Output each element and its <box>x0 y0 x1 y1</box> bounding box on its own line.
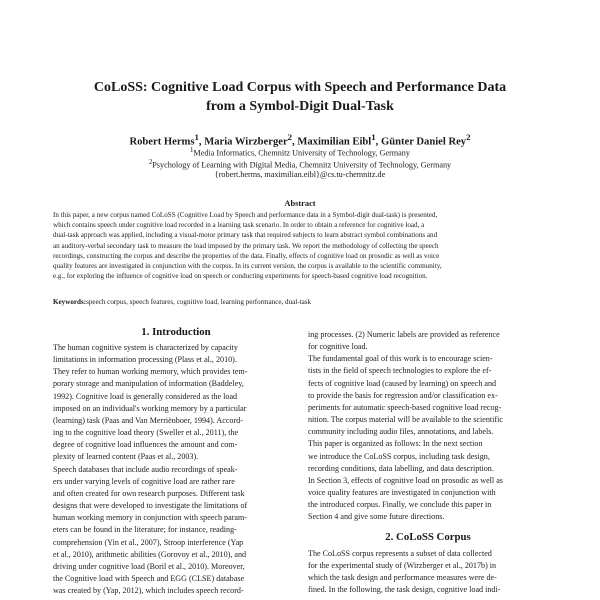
body-text-line: et al., 2010), arithmetic abilities (Gorovoy et al., 2010), and <box>53 549 247 559</box>
abstract-line: an auditory-verbal secondary task to measure the load imposed by the primary task. We report the methodology of collecting the speech <box>53 241 439 250</box>
section-title-coloss-corpus: 2. CoLoSS Corpus <box>385 531 471 543</box>
affiliation-mark: 2 <box>148 159 153 166</box>
body-text-line: voice quality features are investigated in conjunction with <box>308 488 496 498</box>
affiliation-text: Psychology of Learning with Digital Media, Chemnitz University of Technology, Germany <box>152 160 452 170</box>
author-affiliation-mark: 2 <box>287 132 293 142</box>
body-text-line: for the experimental study of (Wirzberger et al., 2017b) in <box>308 561 497 571</box>
body-text-line: to provide the basis for regression and/or classification ex- <box>308 390 498 400</box>
body-text-line: fined. In the following, the task design, cognitive load indi- <box>308 585 501 595</box>
introduction-left-column <box>53 342 299 597</box>
body-text-line: 1992). Cognitive load is generally considered as the load <box>53 391 238 401</box>
body-text-line: plexity of learned content (Paas et al., 2003). <box>53 452 199 462</box>
body-text-line: periments for automatic speech-based cognitive load recog- <box>308 402 502 412</box>
body-text-line: ing processes. (2) Numeric labels are provided as reference <box>308 330 500 339</box>
body-text-line: In Section 3, effects of cognitive load on prosodic as well as <box>308 475 503 485</box>
body-text-line: the introduced corpus. Finally, we conclude this paper in <box>308 500 492 510</box>
keywords <box>53 297 547 307</box>
abstract-line: which contains speech under cognitive load recorded in a learning task scenario. In order to obtain a reference for cognitive load, a <box>53 221 425 230</box>
body-text-line: community including audio files, annotations, and labels. <box>308 427 494 437</box>
body-text-line: Speech databases that include audio recordings of speak- <box>53 464 238 474</box>
author-list: Robert Herms$^1$, Maria Wirzberger$^2$, Maximilian Eibl$^1$, Günter Daniel Rey$^2$ <box>129 132 471 148</box>
body-text-line: tists in the field of speech technologies to explore the ef- <box>308 366 492 376</box>
body-text-line: nition. The corpus material will be available to the scientific <box>308 415 503 425</box>
body-text-line: The human cognitive system is characterized by capacity <box>53 343 238 352</box>
body-text-line: driving under cognitive load (Boril et al., 2010). Moreover, <box>53 561 245 571</box>
introduction-right-column <box>308 329 548 524</box>
abstract-line: e.g., for exploring the influence of cognitive load on speech or conducting experiments for speech-based cognitive load recognition. <box>53 272 428 281</box>
body-text-line: porary storage and manipulation of information (Baddeley, <box>53 379 244 389</box>
body-text-line: human working memory in conjunction with speech param- <box>53 513 247 523</box>
body-text-line: (learning) task (Paas and Van Merriënboer, 1994). Accord- <box>53 415 243 425</box>
body-text-line: fects of cognitive load (caused by learning) on speech and <box>308 378 497 388</box>
paper-title <box>40 78 560 116</box>
body-text-line: for cognitive load. <box>308 342 368 352</box>
author-name: Maria Wirzberger <box>204 136 288 148</box>
body-text-line: comprehension (Yin et al., 2007), Stroop interference (Yap <box>53 537 244 547</box>
body-text-line: we introduce the CoLoSS corpus, including task design, <box>308 451 490 461</box>
abstract-line: dual-task approach was applied, including a visual-motor primary task that required subjects to learn abstract symbol combinations and <box>53 231 438 240</box>
abstract-line: In this paper, a new corpus named CoLoSS (Cognitive Load by Speech and performance data in a Symbol-digit dual-task) is presented, <box>53 211 438 219</box>
author-affiliation-mark: 1 <box>371 132 376 142</box>
body-text-line: imposed on an individual's working memory by a particular <box>53 403 247 413</box>
body-text-line: ing to the cognitive load theory (Sweller et al., 2011), the <box>53 428 239 438</box>
body-text-line: The fundamental goal of this work is to encourage scien- <box>308 354 493 364</box>
corpus-section-text <box>308 548 548 597</box>
abstract-line: recordings, constructing the corpus and describe the properties of the data. Finally, effects of cognitive load on prosodic as well as voice <box>53 251 440 260</box>
body-text-line: degree of cognitive load influences the amount and com- <box>53 440 238 450</box>
body-text-line: recording conditions, data labelling, and data description. <box>308 463 494 473</box>
keywords-text: speech corpus, speech features, cognitive load, learning performance, dual-task <box>86 298 312 306</box>
body-text-line: Section 4 and give some future directions. <box>308 512 445 522</box>
body-text-line: The CoLoSS corpus represents a subset of data collected <box>308 549 492 558</box>
abstract-heading: Abstract <box>284 199 316 208</box>
body-text-line: and often created for own research purposes. Different task <box>53 488 245 498</box>
affiliation-mark: 1 <box>190 147 194 154</box>
section-title-introduction: 1. Introduction <box>141 326 211 338</box>
author-affiliation-mark: 1 <box>194 132 199 142</box>
author-name: Günter Daniel Rey <box>380 136 467 148</box>
abstract-body <box>53 210 547 281</box>
title-line-2: from a Symbol-Digit Dual-Task <box>206 99 394 114</box>
author-emails: {robert.herms, maximilian.eibl}@cs.tu-chemnitz.de <box>214 170 386 179</box>
affiliation-text: Media Informatics, Chemnitz University of Technology, Germany <box>193 148 410 158</box>
keywords-label: Keywords: <box>53 298 87 306</box>
body-text-line: eters can be found in the literature; for instance, reading- <box>53 525 237 535</box>
body-text-line: was created by (Yap, 2012), which includes speech record- <box>53 586 244 596</box>
body-text-line: designs that were developed to investigate the limitations of <box>53 501 248 511</box>
author-name: Robert Herms <box>129 136 195 148</box>
author-affiliation-mark: 2 <box>466 132 471 142</box>
body-text-line: limitations in information processing (Plass et al., 2010). <box>53 355 237 365</box>
body-text-line: They refer to human working memory, which provides tem- <box>53 367 248 377</box>
body-text-line: the Cognitive load with Speech and EGG (CLSE) database <box>53 573 245 583</box>
author-name: Maximilian Eibl <box>297 136 372 148</box>
title-line-1: CoLoSS: Cognitive Load Corpus with Speech and Performance Data <box>93 80 507 95</box>
body-text-line: This paper is organized as follows: In the next section <box>308 439 483 449</box>
abstract-line: quality features are investigated in conjunction with the corpus. In its current version, the corpus is available to the scientific community, <box>53 262 442 271</box>
body-text-line: ers under varying levels of cognitive load are rather rare <box>53 476 235 486</box>
body-text-line: which the task design and performance measures were de- <box>308 573 497 583</box>
